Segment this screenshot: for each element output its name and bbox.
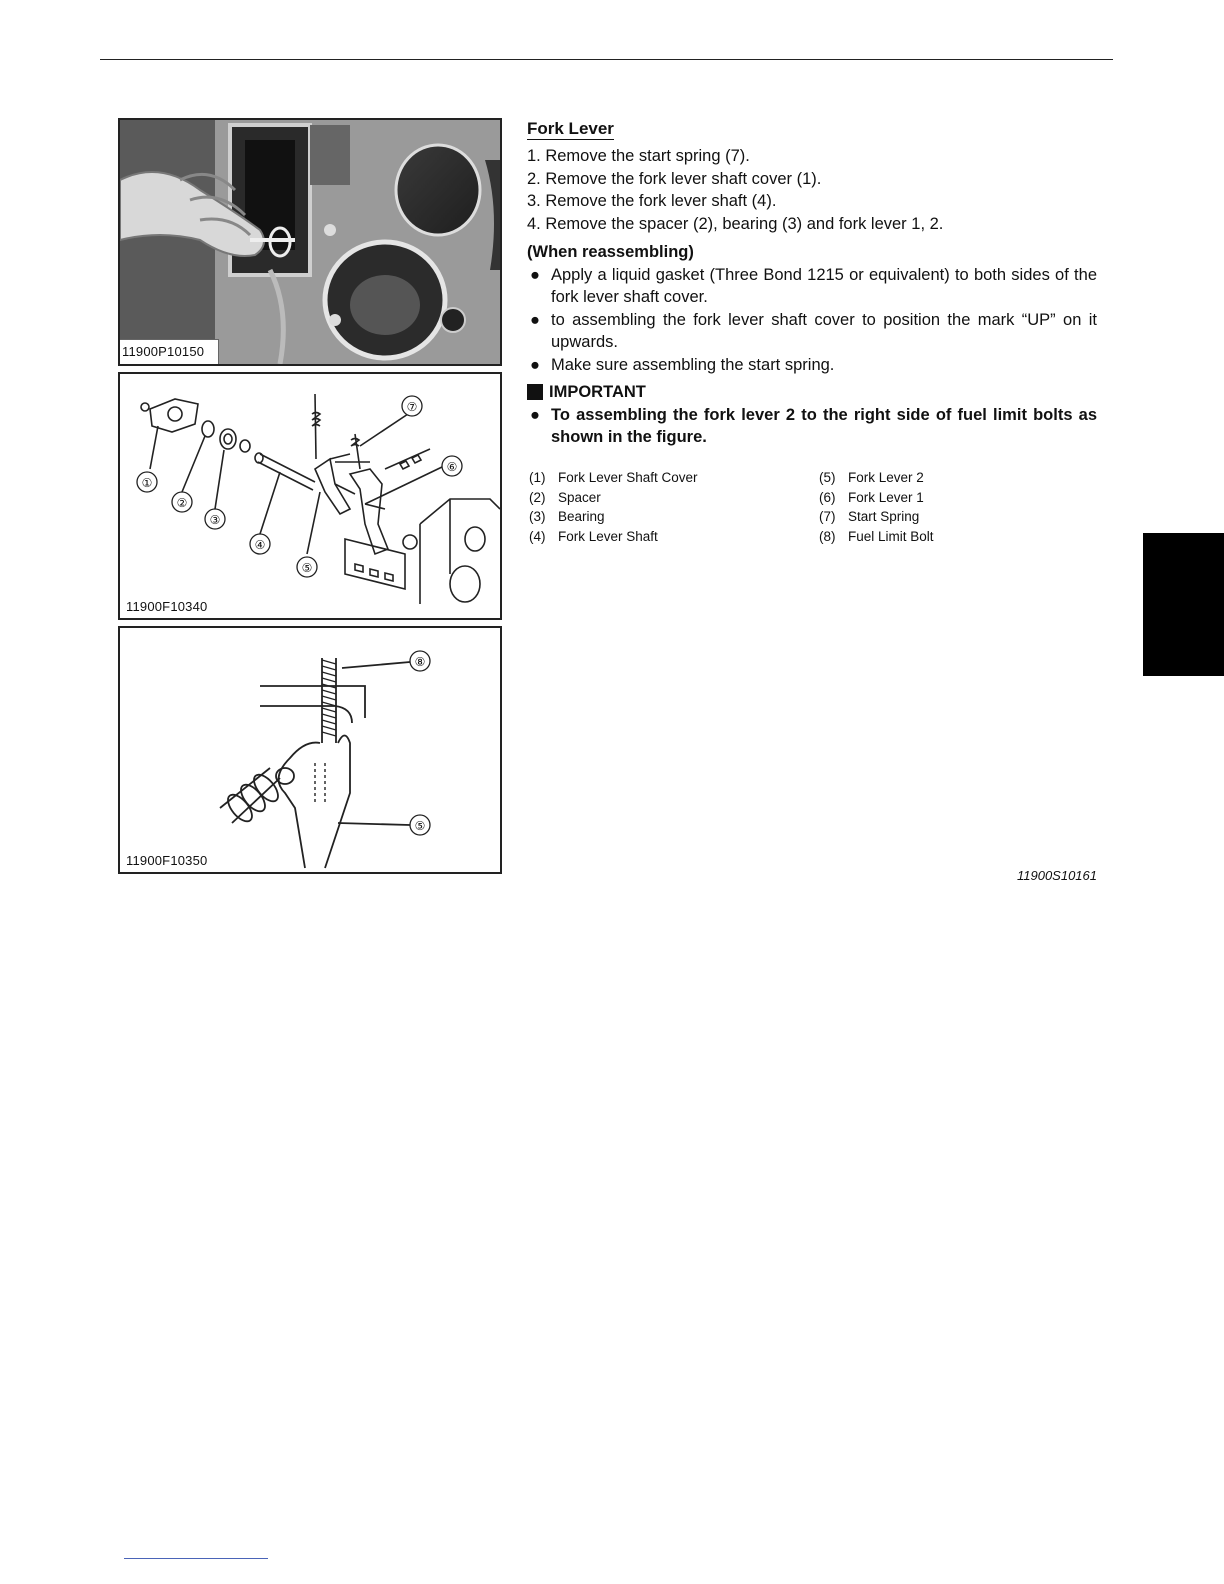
header-rule xyxy=(100,59,1113,60)
exploded-drawing xyxy=(120,374,500,618)
exploded-diagram xyxy=(118,372,502,620)
removal-steps xyxy=(527,145,1097,235)
legend-item: (7) Start Spring xyxy=(819,509,920,524)
reassembling-notes xyxy=(527,264,1097,377)
step-item: 4. Remove the spacer (2), bearing (3) and fork lever 1, 2. xyxy=(527,214,944,233)
photo-illustration xyxy=(120,120,500,364)
section-title: Fork Lever xyxy=(527,119,614,138)
photo-figure xyxy=(118,118,502,366)
note-item: ● Make sure assembling the start spring. xyxy=(527,354,1097,377)
important-item: ● To assembling the fork lever 2 to the right side of fuel limit bolts as shown in the figure. xyxy=(530,405,1097,446)
step-item: 2. Remove the fork lever shaft cover (1). xyxy=(527,169,822,188)
bullet-icon: ● xyxy=(530,310,540,329)
callout-5-detail: ⑤ xyxy=(414,819,426,833)
bullet-icon: ● xyxy=(530,265,540,284)
bullet-icon: ● xyxy=(530,405,540,424)
note-item: ● Apply a liquid gasket (Three Bond 1215 or equivalent) to both sides of the fork lever shaft cover. xyxy=(530,265,1097,306)
photo-figure-code: 11900P10150 xyxy=(120,339,219,364)
legend-item: (5) Fork Lever 2 xyxy=(819,470,924,485)
legend-item: (3) Bearing xyxy=(529,509,605,524)
callout-4: ④ xyxy=(254,538,266,552)
legend-item: (1) Fork Lever Shaft Cover xyxy=(529,470,698,485)
important-notes xyxy=(527,404,1097,449)
section-tab xyxy=(1143,533,1224,676)
footer-link-underline xyxy=(124,1558,268,1559)
step-item: 1. Remove the start spring (7). xyxy=(527,147,750,165)
note-item: ● to assembling the fork lever shaft cover to position the mark “UP” on it upwards. xyxy=(530,310,1097,351)
callout-5: ⑤ xyxy=(301,561,313,575)
legend-item: (6) Fork Lever 1 xyxy=(819,489,924,505)
detail-figure-code: 11900F10350 xyxy=(124,852,211,869)
callout-1: ① xyxy=(141,476,153,490)
page-code: 11900S10161 xyxy=(1016,868,1097,883)
bullet-icon: ● xyxy=(530,355,540,374)
callout-6: ⑥ xyxy=(446,460,458,474)
legend-column-right xyxy=(819,468,934,546)
legend-item: (2) Spacer xyxy=(529,489,601,505)
legend-item: (4) Fork Lever Shaft xyxy=(529,528,658,544)
legend-item: (8) Fuel Limit Bolt xyxy=(819,528,934,544)
important-title: IMPORTANT xyxy=(549,383,646,401)
important-heading xyxy=(527,381,1097,404)
detail-drawing xyxy=(120,628,500,872)
callout-2: ② xyxy=(176,496,188,510)
legend-column-left xyxy=(529,468,698,546)
step-item: 3. Remove the fork lever shaft (4). xyxy=(527,192,777,210)
exploded-figure-code: 11900F10340 xyxy=(124,598,211,615)
callout-3: ③ xyxy=(209,513,221,527)
square-icon xyxy=(527,384,543,400)
callout-8: ⑧ xyxy=(414,655,426,669)
callout-7: ⑦ xyxy=(406,400,418,414)
detail-diagram xyxy=(118,626,502,874)
instruction-text xyxy=(527,118,1097,449)
reassembling-title: (When reassembling) xyxy=(527,243,694,261)
